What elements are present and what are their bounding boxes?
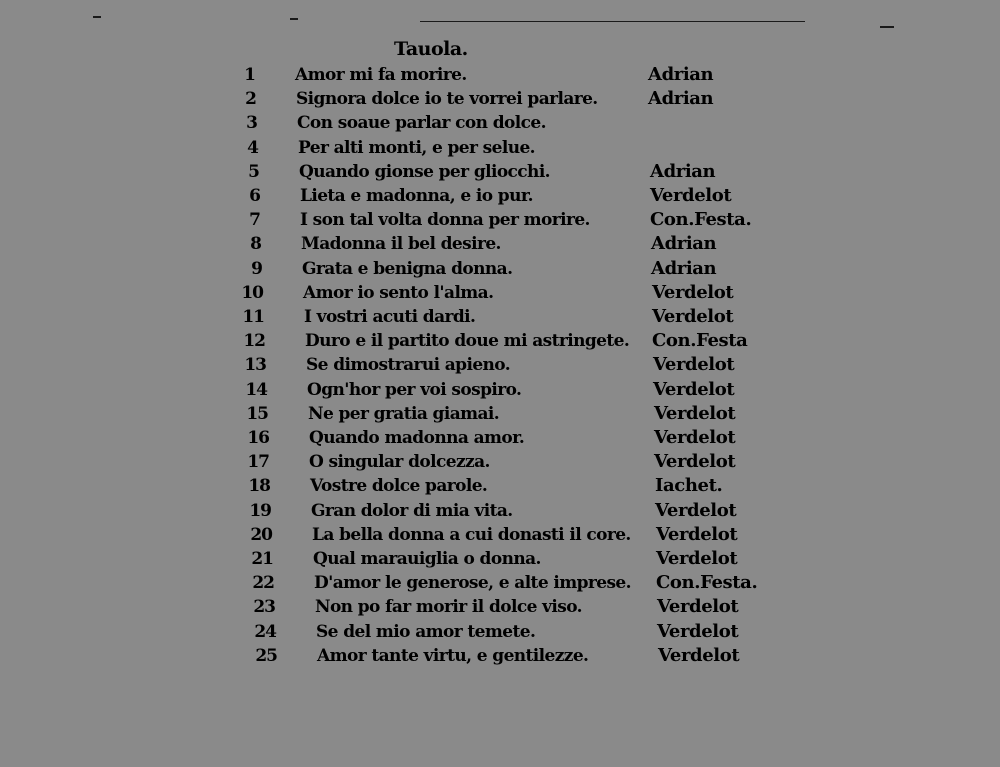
- song-title: Con soaue parlar con dolce.: [297, 113, 546, 134]
- entry-number: 8: [250, 234, 261, 255]
- song-title: Vostre dolce parole.: [310, 476, 488, 497]
- entry-number: 7: [249, 210, 260, 231]
- entry-number: 10: [241, 282, 263, 303]
- composer-name: Con.Festa.: [650, 209, 752, 231]
- list-item: [0, 595, 1000, 619]
- list-item: [0, 378, 1000, 402]
- song-title: Signora dolce io te vorrei parlare.: [296, 89, 598, 110]
- composer-name: Verdelot: [656, 523, 738, 545]
- entry-number: 25: [255, 645, 277, 666]
- composer-name: Verdelot: [654, 451, 736, 473]
- composer-name: Verdelot: [653, 378, 735, 400]
- composer-name: Verdelot: [653, 354, 735, 376]
- entry-number: 5: [248, 161, 259, 182]
- list-item: [0, 111, 1000, 135]
- composer-name: Adrian: [648, 88, 714, 110]
- composer-name: Con.Festa.: [656, 572, 758, 594]
- entry-number: 23: [253, 597, 275, 618]
- composer-name: Verdelot: [650, 185, 732, 206]
- song-title: Gran dolor di mia vita.: [311, 500, 513, 521]
- entry-number: 17: [247, 452, 269, 473]
- song-title: Amor mi fa morire.: [295, 65, 467, 85]
- song-title: Quando madonna amor.: [309, 428, 525, 448]
- composer-name: Verdelot: [655, 499, 737, 521]
- composer-name: Adrian: [651, 257, 717, 279]
- entry-number: 11: [242, 307, 264, 327]
- song-title: Lieta e madonna, e io pur.: [300, 186, 533, 206]
- song-title: Quando gionse per gliocchi.: [299, 161, 550, 182]
- entry-number: 9: [251, 258, 262, 279]
- list-item: [0, 547, 1000, 571]
- list-item: [0, 644, 1000, 668]
- entry-number: 12: [243, 331, 265, 352]
- list-item: [0, 281, 1000, 305]
- song-title: Madonna il bel desire.: [301, 234, 501, 255]
- list-item: [0, 63, 1000, 87]
- list-item: [0, 257, 1000, 281]
- list-item: [0, 499, 1000, 523]
- list-item: [0, 305, 1000, 329]
- composer-name: Iachet.: [655, 475, 723, 497]
- list-item: [0, 474, 1000, 498]
- song-title: Amor io sento l'alma.: [303, 282, 494, 303]
- entry-number: 20: [250, 524, 272, 545]
- list-item: [0, 208, 1000, 232]
- list-item: [0, 329, 1000, 353]
- list-item: [0, 353, 1000, 377]
- entry-number: 6: [249, 186, 260, 206]
- page-title: Tauola.: [394, 38, 468, 60]
- list-item: [0, 402, 1000, 426]
- entry-number: 4: [247, 137, 258, 158]
- composer-name: Verdelot: [654, 427, 736, 448]
- composer-name: Adrian: [651, 233, 717, 255]
- song-title: Amor tante virtu, e gentilezze.: [317, 645, 589, 666]
- song-title: I son tal volta donna per morire.: [300, 210, 590, 231]
- song-title: Ogn'hor per voi sospiro.: [307, 379, 522, 400]
- entry-number: 1: [244, 65, 255, 85]
- song-title: O singular dolcezza.: [309, 452, 490, 473]
- entry-number: 21: [251, 549, 273, 569]
- entry-number: 15: [246, 403, 268, 424]
- entry-number: 24: [254, 621, 276, 642]
- composer-name: Adrian: [648, 64, 714, 85]
- composer-name: Verdelot: [657, 620, 739, 642]
- composer-name: Verdelot: [652, 306, 734, 327]
- list-item: [0, 426, 1000, 450]
- entry-number: 2: [245, 89, 256, 110]
- song-title: Qual marauiglia o donna.: [313, 549, 541, 569]
- list-item: [0, 450, 1000, 474]
- composer-name: Verdelot: [654, 402, 736, 424]
- entry-number: 18: [248, 476, 270, 497]
- entry-number: 14: [245, 379, 267, 400]
- song-title: Ne per gratia giamai.: [308, 403, 500, 424]
- entry-number: 19: [249, 500, 271, 521]
- composer-name: Adrian: [650, 160, 716, 182]
- song-title: La bella donna a cui donasti il core.: [312, 524, 631, 545]
- list-item: [0, 523, 1000, 547]
- list-item: [0, 87, 1000, 111]
- composer-name: Verdelot: [652, 281, 734, 303]
- song-title: Per alti monti, e per selue.: [298, 137, 536, 158]
- list-item: [0, 620, 1000, 644]
- song-title: Grata e benigna donna.: [302, 258, 513, 279]
- song-title: Duro e il partito doue mi astringete.: [305, 331, 630, 352]
- song-title: Se dimostrarui apieno.: [306, 355, 511, 376]
- entry-number: 16: [247, 428, 269, 448]
- song-title: I vostri acuti dardi.: [304, 307, 476, 327]
- list-item: [0, 184, 1000, 208]
- list-item: [0, 160, 1000, 184]
- entry-number: 13: [244, 355, 266, 376]
- list-item: [0, 136, 1000, 160]
- composer-name: Con.Festa: [652, 330, 748, 352]
- list-item: [0, 571, 1000, 595]
- song-title: D'amor le generose, e alte imprese.: [314, 573, 631, 594]
- song-title: Non po far morir il dolce viso.: [315, 597, 582, 618]
- composer-name: Verdelot: [657, 596, 739, 618]
- list-item: [0, 232, 1000, 256]
- song-title: Se del mio amor temete.: [316, 621, 536, 642]
- entry-number: 3: [246, 113, 257, 134]
- entry-number: 22: [252, 573, 274, 594]
- composer-name: Verdelot: [656, 548, 738, 569]
- composer-name: Verdelot: [658, 644, 740, 666]
